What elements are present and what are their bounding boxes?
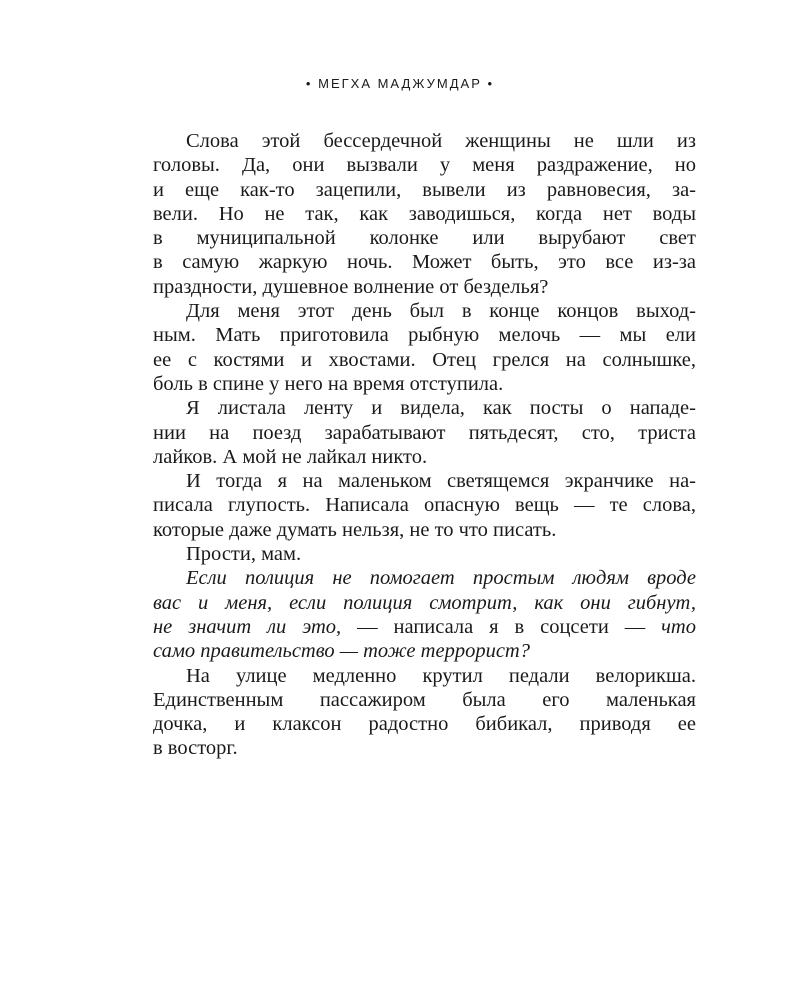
paragraph <box>153 299 696 396</box>
running-head-dot-right: • <box>487 76 495 91</box>
running-head-author: МЕГХА МАДЖУМДАР <box>318 76 482 91</box>
text-line-italic: вас и меня, если полиция смотрит, как они гибнут, <box>153 591 696 614</box>
text-line: Слова этой бессердечной женщины не шли из <box>186 130 696 152</box>
text-line: в восторг. <box>153 737 238 760</box>
paragraph <box>153 664 696 761</box>
text-line-italic: само правительство — тоже террорист? <box>153 640 530 663</box>
text-line-italic: Если полиция не помогает простым людям вроде <box>186 567 696 590</box>
text-line: лайков. А мой не лайкал никто. <box>153 445 428 468</box>
text-line: ее с костями и хвостами. Отец грелся на солнышке, <box>153 348 696 371</box>
quote-fragment: что <box>661 615 696 638</box>
text-line: головы. Да, они вызвали у меня раздражение, но <box>153 154 696 177</box>
text-line: На улице медленно крутил педали велорикша. <box>186 664 696 687</box>
text-line: Для меня этот день был в конце концов выход- <box>186 300 696 323</box>
paragraph <box>153 396 696 469</box>
text-line: и еще как-то зацепили, вывели из равновесия, за- <box>153 178 696 201</box>
text-line: Единственным пассажиром была его маленькая <box>153 688 696 711</box>
text-line: вели. Но не так, как заводишься, когда нет воды <box>153 202 696 225</box>
paragraph <box>153 469 696 542</box>
text-line: писала глупость. Написала опасную вещь — те слова, <box>153 494 696 517</box>
text-line: Прости, мам. <box>186 543 302 566</box>
running-head <box>0 76 800 91</box>
text-line: которые даже думать нельзя, не то что писать. <box>153 518 557 541</box>
body-text <box>153 129 696 761</box>
text-line: боль в спине у него на время отступила. <box>153 372 504 395</box>
text-line: в самую жаркую ночь. Может быть, это все из-за <box>153 251 696 274</box>
running-head-dot-left: • <box>305 76 313 91</box>
text-line: дочка, и клаксон радостно бибикал, приводя ее <box>153 713 696 736</box>
text-line: ным. Мать приготовила рыбную мелочь — мы ели <box>153 324 696 347</box>
paragraph <box>153 129 696 299</box>
author-remark: — написала я в соцсети — <box>341 615 662 638</box>
text-line: Я листала ленту и видела, как посты о нападе- <box>186 397 696 420</box>
text-line-mixed <box>153 615 696 639</box>
text-line: нии на поезд зарабатывают пятьдесят, сто, триста <box>153 421 696 444</box>
paragraph-quote <box>153 566 696 663</box>
text-line: в муниципальной колонке или вырубают свет <box>153 227 696 250</box>
text-line: И тогда я на маленьком светящемся экранчике на- <box>186 470 696 493</box>
quote-fragment: не значит ли это, <box>153 615 342 638</box>
text-line: праздности, душевное волнение от безделья? <box>153 275 549 298</box>
paragraph <box>153 542 696 566</box>
